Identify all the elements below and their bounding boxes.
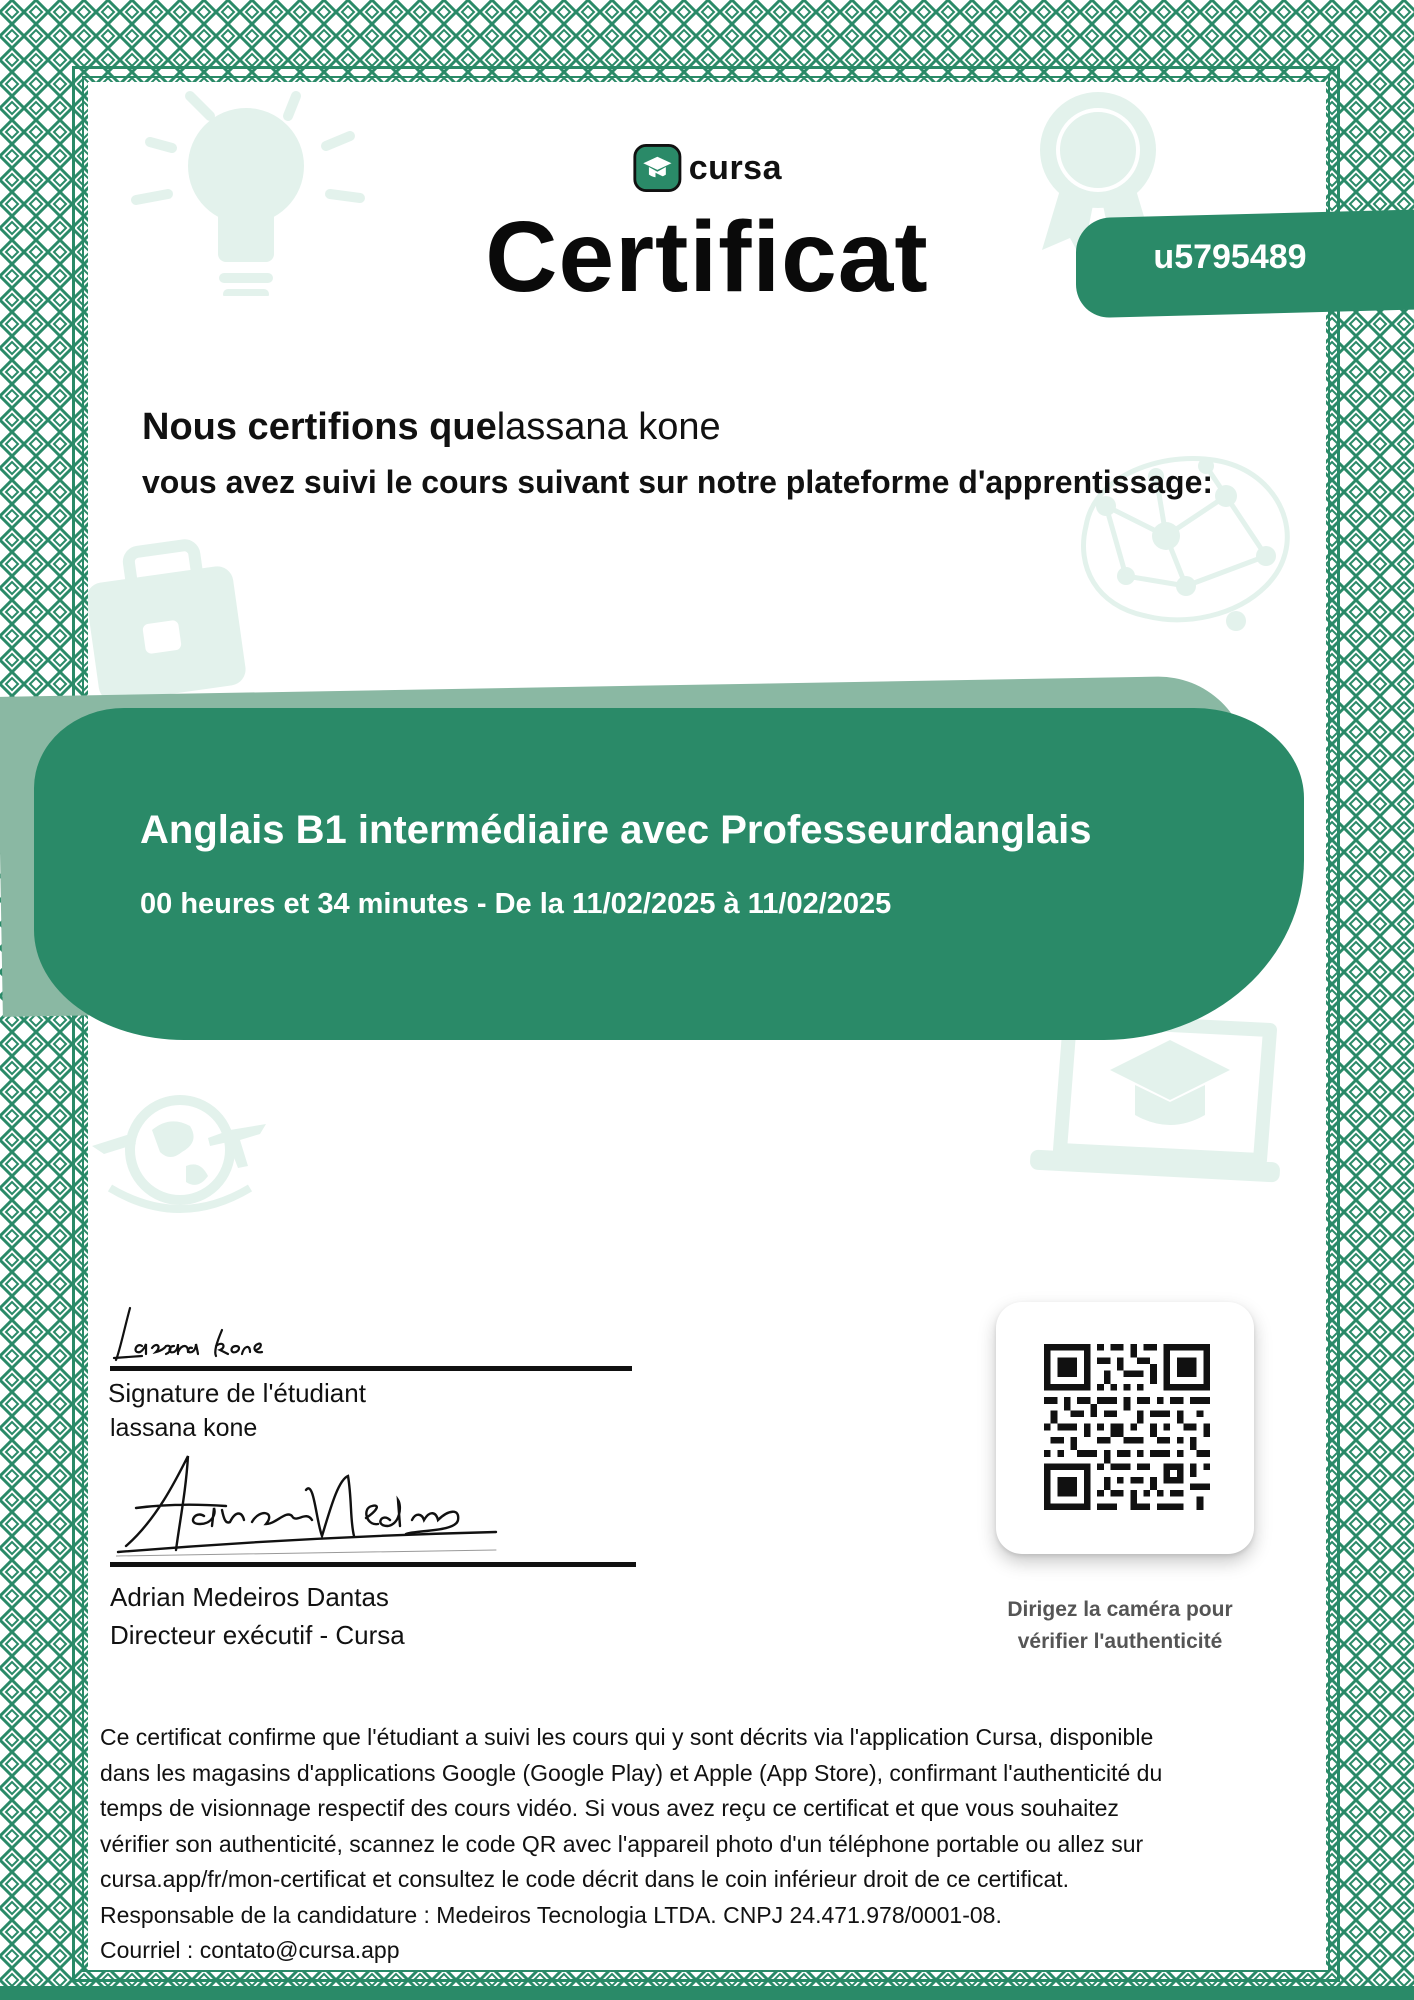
- student-name: lassana kone: [496, 406, 721, 448]
- student-signature-name: lassana kone: [110, 1414, 258, 1442]
- director-signature-line: [110, 1562, 636, 1567]
- certify-prefix: Nous certifions que: [142, 406, 497, 448]
- qr-caption: [960, 1594, 1280, 1658]
- course-duration-dates: 00 heures et 34 minutes - De la 11/02/2025 à 11/02/2025: [140, 888, 892, 920]
- footer-line: dans les magasins d'applications Google (Google Play) et Apple (App Store), confirmant l'authenticité du: [100, 1759, 1163, 1786]
- course-band: [34, 708, 1304, 1040]
- certificate-code: u5795489: [1153, 238, 1307, 276]
- certify-statement-line2: vous avez suivi le cours suivant sur notre plateforme d'apprentissage:: [142, 464, 1214, 500]
- qr-caption-line1: Dirigez la caméra pour: [1007, 1598, 1233, 1621]
- qr-card[interactable]: [996, 1302, 1254, 1554]
- briefcase-icon: [88, 526, 248, 706]
- globe-travel-icon: [90, 1090, 270, 1220]
- footer-line: Courriel : contato@cursa.app: [100, 1937, 400, 1963]
- brand-name: cursa: [688, 148, 782, 187]
- cursa-logo: [632, 140, 782, 196]
- footer-line: vérifier son authenticité, scannez le code QR avec l'appareil photo d'un téléphone portable ou allez sur: [100, 1830, 1144, 1857]
- director-title: Directeur exécutif - Cursa: [110, 1620, 405, 1650]
- footer-line: temps de visionnage respectif des cours vidéo. Si vous avez reçu ce certificat et que vous souhaitez: [100, 1795, 1119, 1821]
- footer-legal-text: [100, 1720, 1290, 1969]
- footer-line: cursa.app/fr/mon-certificat et consultez le code décrit dans le coin inférieur droit de ce certificat.: [100, 1866, 1070, 1892]
- cursa-logo-icon: [632, 141, 683, 195]
- student-signature: [112, 1300, 312, 1366]
- footer-line: Responsable de la candidature : Medeiros Tecnologia LTDA. CNPJ 24.471.978/0001-08.: [100, 1901, 1002, 1928]
- qr-caption-line2: vérifier l'authenticité: [1017, 1630, 1223, 1653]
- director-signature: [116, 1450, 506, 1560]
- footer-line: Ce certificat confirme que l'étudiant a suivi les cours qui y sont décrits via l'application Cursa, disponible: [100, 1724, 1154, 1750]
- director-name: Adrian Medeiros Dantas: [110, 1582, 389, 1612]
- course-title: Anglais B1 intermédiaire avec Professeurdanglais: [140, 808, 1092, 852]
- qr-code-icon[interactable]: [1044, 1344, 1210, 1510]
- student-signature-line: [110, 1366, 632, 1371]
- certificate-title: Certificat: [485, 201, 929, 313]
- certify-statement: [142, 406, 721, 449]
- student-signature-label: Signature de l'étudiant: [108, 1378, 366, 1408]
